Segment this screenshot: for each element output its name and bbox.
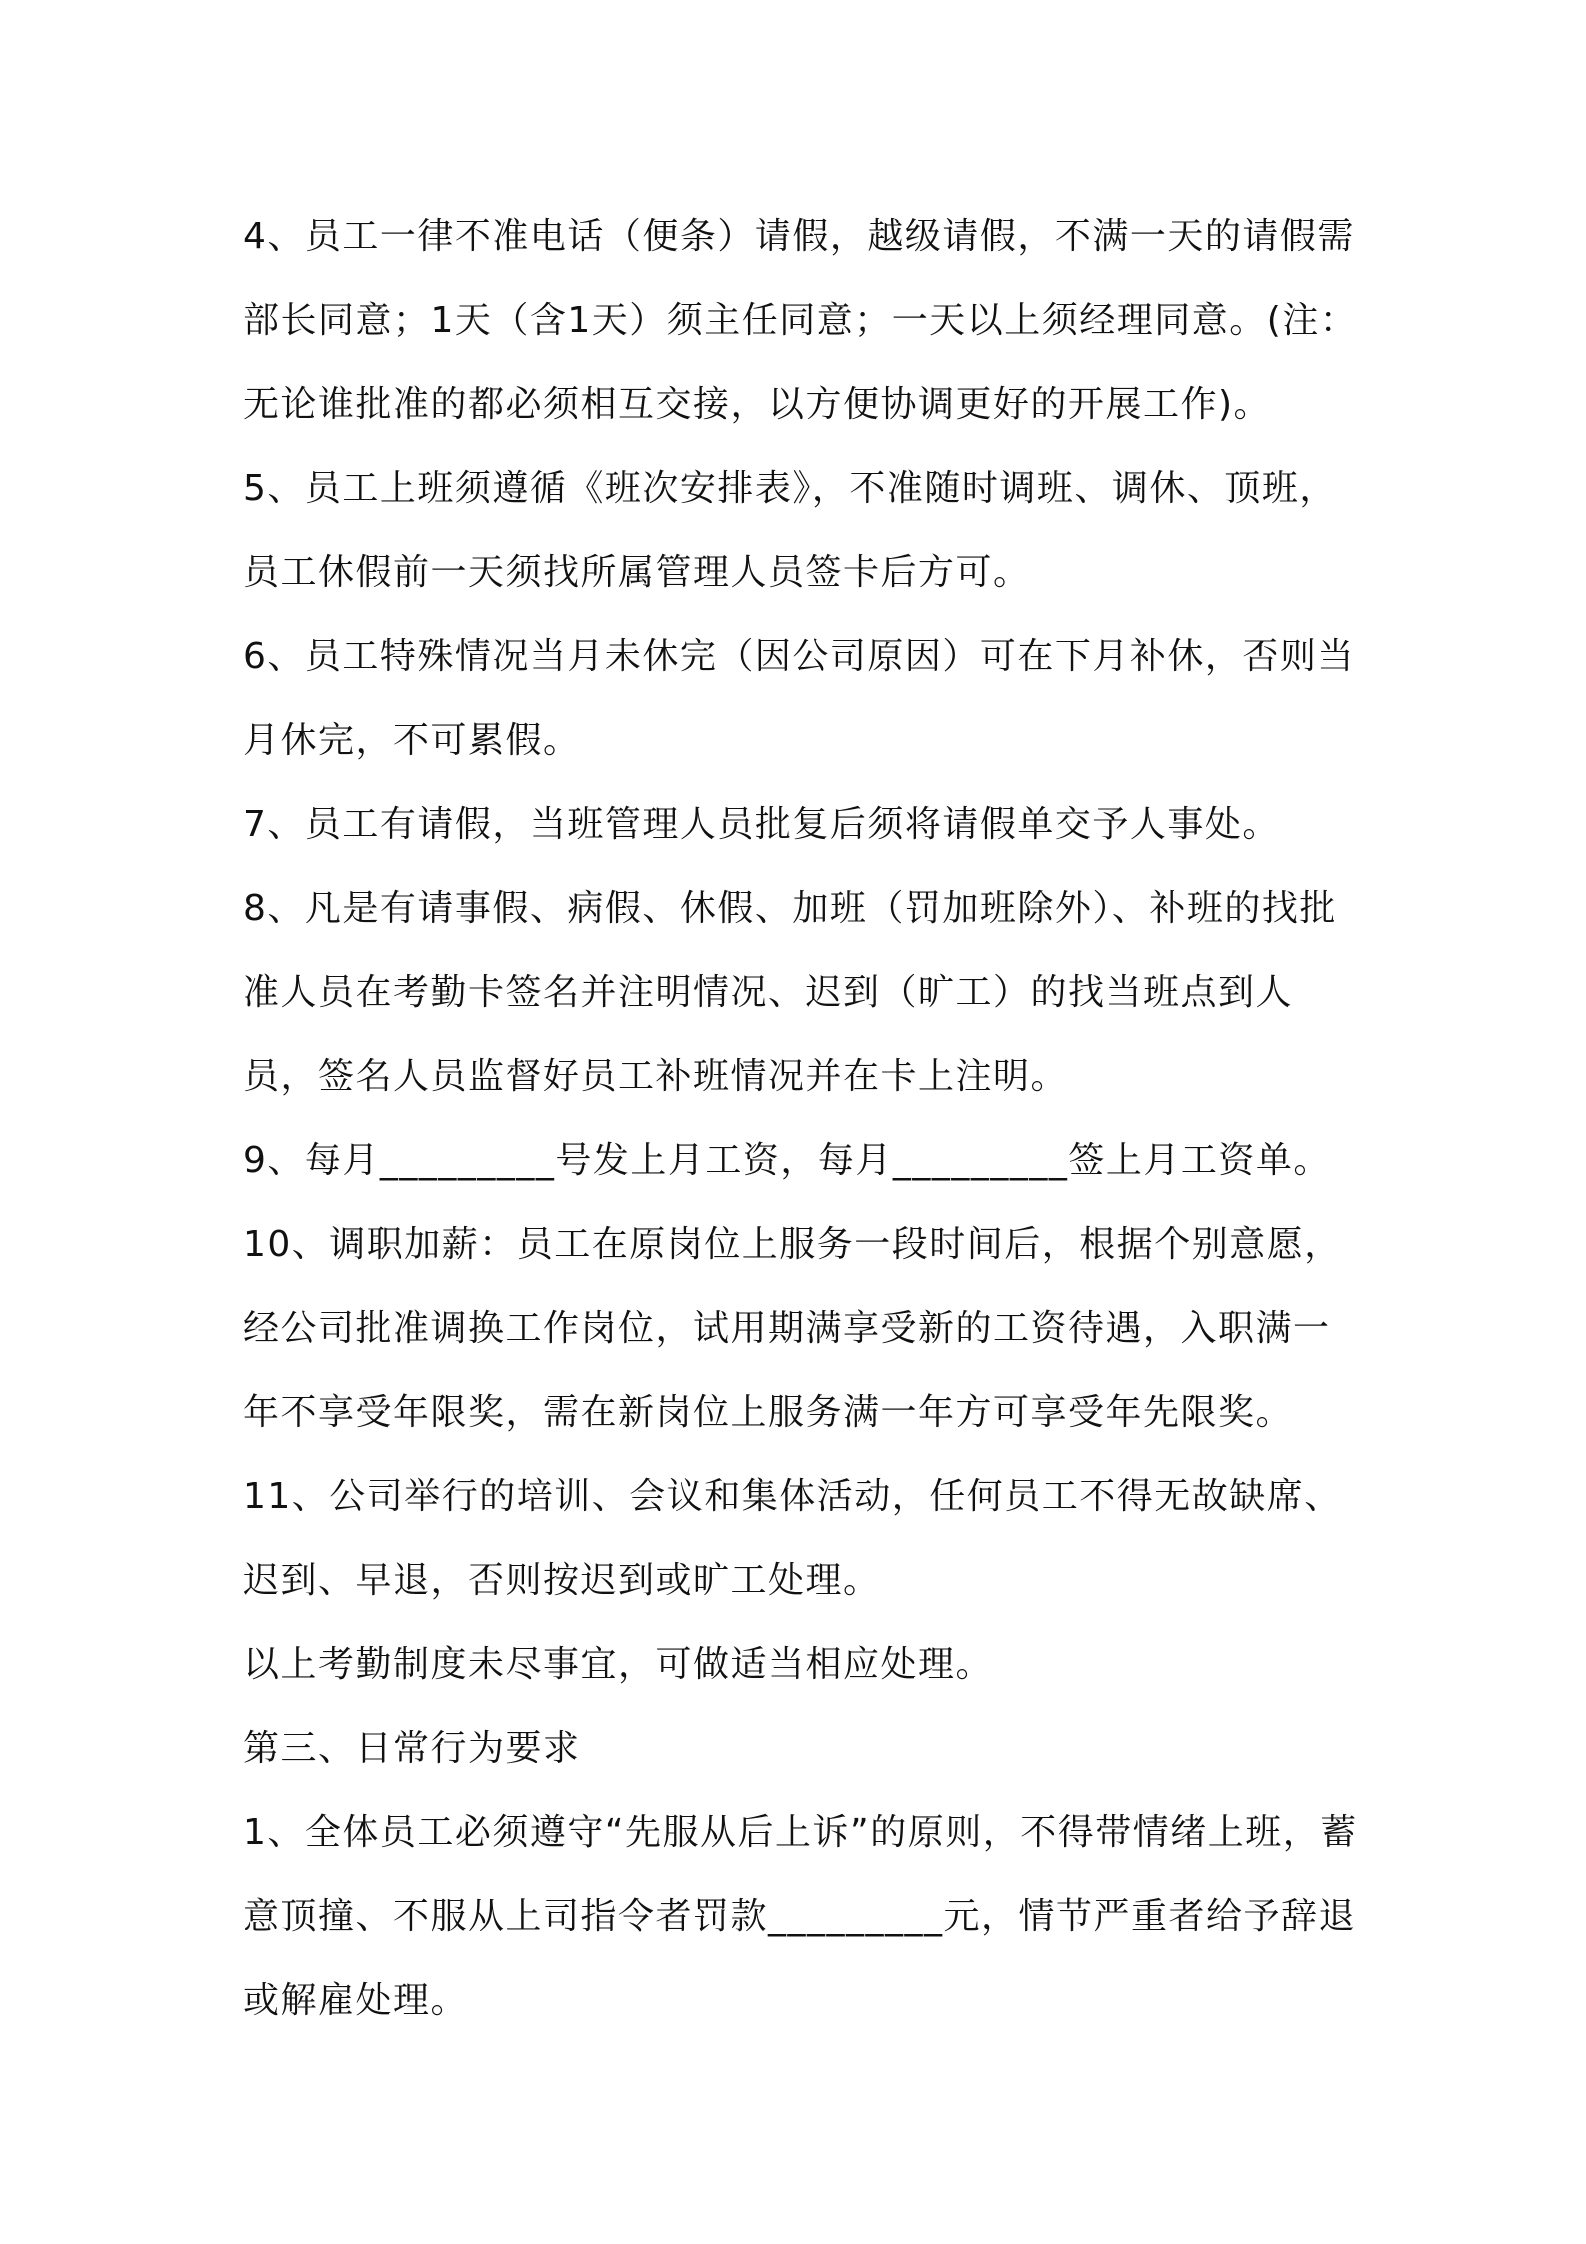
clause-10-transfer-raise: 10、调职加薪：员工在原岗位上服务一段时间后，根据个别意愿，经公司批准调换工作岗位，试用期满享受新的工资待遇，入职满一年不享受年限奖，需在新岗位上服务满一年方可享受年先限奖。: [243, 1224, 1342, 1433]
document-body: [243, 195, 1363, 2043]
section-heading-daily-conduct: 第三、日常行为要求: [243, 1728, 581, 1769]
conduct-clause-1: 1、全体员工必须遵守“先服从后上诉”的原则，不得带情绪上班，蓄意顶撞、不服从上司指令者罚款_________元，情节严重者给予辞退或解雇处理。: [243, 1812, 1358, 2021]
clause-6-makeup-rest: 6、员工特殊情况当月未休完（因公司原因）可在下月补休，否则当月休完，不可累假。: [243, 636, 1355, 761]
clause-7-leave-slip: 7、员工有请假，当班管理人员批复后须将请假单交予人事处。: [243, 804, 1280, 845]
clause-5-shift-schedule: 5、员工上班须遵循《班次安排表》，不准随时调班、调休、顶班，员工休假前一天须找所属管理人员签卡后方可。: [243, 468, 1337, 593]
clause-8-attendance-card: 8、凡是有请事假、病假、休假、加班（罚加班除外）、补班的找批准人员在考勤卡签名并注明情况、迟到（旷工）的找当班点到人员，签名人员监督好员工补班情况并在卡上注明。: [243, 888, 1337, 1097]
attendance-closing-note: 以上考勤制度未尽事宜，可做适当相应处理。: [243, 1644, 994, 1685]
clause-11-training-meetings: 11、公司举行的培训、会议和集体活动，任何员工不得无故缺席、迟到、早退，否则按迟到或旷工处理。: [243, 1476, 1342, 1601]
clause-4-leave-approval: 4、员工一律不准电话（便条）请假，越级请假，不满一天的请假需部长同意；1天（含1天）须主任同意；一天以上须经理同意。(注：无论谁批准的都必须相互交接，以方便协调更好的开展工作)。: [243, 216, 1358, 425]
clause-9-payday: 9、每月_________号发上月工资，每月_________签上月工资单。: [243, 1140, 1331, 1181]
